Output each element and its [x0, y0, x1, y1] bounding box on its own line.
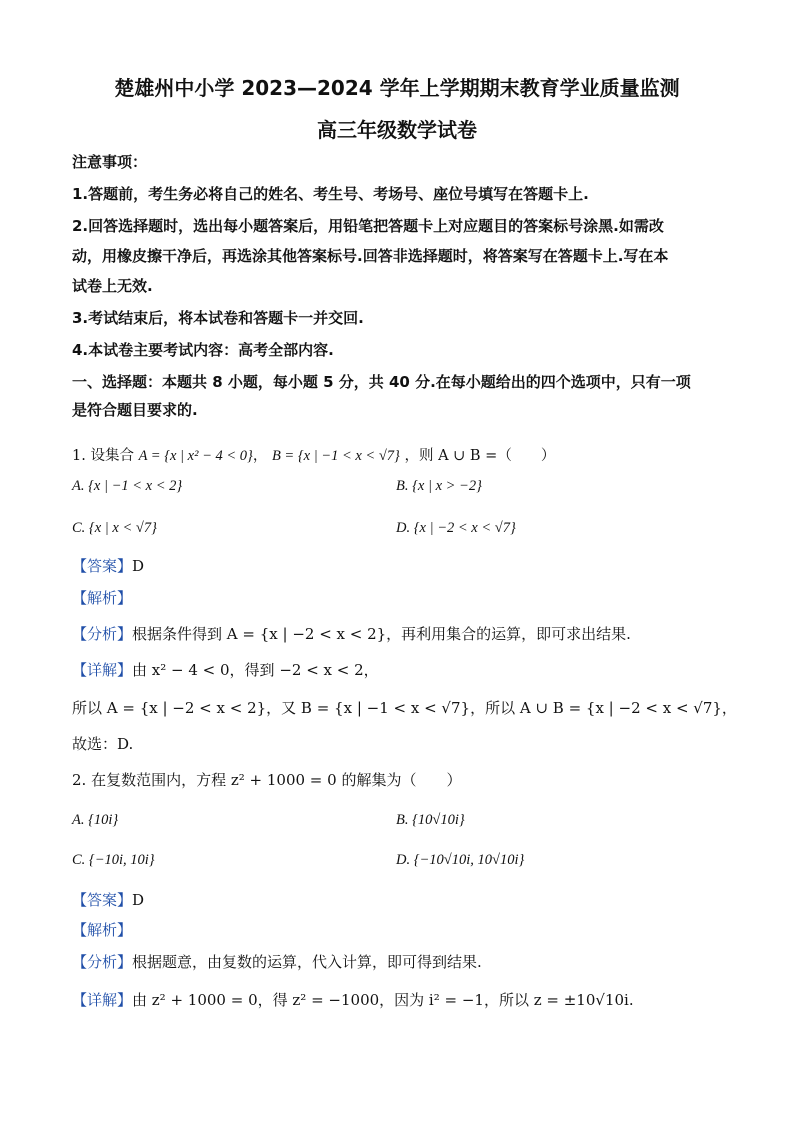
q1-set-b: B = {x | −1 < x < √7}: [271, 448, 400, 464]
exam-title: 楚雄州中小学 2023—2024 学年上学期期末教育学业质量监测: [114, 76, 680, 100]
q2-option-d: D. {−10√10i, 10√10i}: [396, 852, 525, 868]
q2-option-b: B. {10√10i}: [396, 812, 465, 828]
section-1-heading-line-1: 一、选择题：本题共 8 小题，每小题 5 分，共 40 分.在每小题给出的四个选项中，只有一项: [72, 373, 691, 391]
q1-answer: [72, 556, 722, 576]
q1-stem: [72, 446, 722, 466]
q1-conclusion: 故选：D.: [72, 735, 134, 753]
q1-option-c: C. {x | x < √7}: [72, 520, 157, 536]
note-1: 1.答题前，考生务必将自己的姓名、考生号、考场号、座位号填写在答题卡上.: [72, 185, 589, 203]
note-2-line-2: 动，用橡皮擦干净后，再选涂其他答案标号.回答非选择题时，将答案写在答题卡上.写在本: [72, 247, 669, 265]
q2-xiangjie: [72, 990, 722, 1010]
q2-xiangjie-tag: 【详解】: [72, 991, 133, 1009]
q1-xiangjie-text-2: 所以 A = {x | −2 < x < 2}，又 B = {x | −1 < x < √7}，所以 A ∪ B = {x | −2 < x < √7}，: [72, 699, 737, 717]
q1-stem-prefix: 1. 设集合: [72, 448, 134, 464]
q1-stem-suffix: ，则 A ∪ B =（ ）: [404, 448, 556, 464]
q1-answer-value: D: [132, 557, 145, 575]
q1-fenxi: [72, 624, 722, 644]
q1-fenxi-tag: 【分析】: [72, 625, 133, 643]
q1-xiangjie-text-1: 由 x² − 4 < 0，得到 −2 < x < 2，: [132, 661, 379, 679]
notes-heading: 注意事项：: [72, 153, 148, 171]
note-4: 4.本试卷主要考试内容：高考全部内容.: [72, 341, 334, 359]
note-2-line-3: 试卷上无效.: [72, 277, 153, 295]
q2-option-a: A. {10i}: [72, 812, 119, 828]
note-3: 3.考试结束后，将本试卷和答题卡一并交回.: [72, 309, 364, 327]
q2-option-c: C. {−10i, 10i}: [72, 852, 155, 868]
q2-analysis-tag: 【解析】: [72, 921, 133, 939]
q1-xiangjie-tag: 【详解】: [72, 661, 133, 679]
q1-answer-tag: 【答案】: [72, 557, 133, 575]
q2-xiangjie-text: 由 z² + 1000 = 0，得 z² = −1000，因为 i² = −1，所以 z = ±10√10i.: [132, 991, 634, 1009]
q1-option-b: B. {x | x > −2}: [396, 478, 482, 494]
q2-answer-value: D: [132, 891, 145, 909]
q1-option-a: A. {x | −1 < x < 2}: [72, 478, 183, 494]
q1-fenxi-text: 根据条件得到 A = {x | −2 < x < 2}，再利用集合的运算，即可求出结果.: [132, 625, 631, 643]
section-1-heading-line-2: 是符合题目要求的.: [72, 401, 198, 419]
q1-xiangjie: [72, 660, 722, 680]
q2-fenxi-text: 根据题意，由复数的运算，代入计算，即可得到结果.: [132, 953, 482, 971]
exam-subtitle: 高三年级数学试卷: [317, 118, 477, 142]
q2-answer-tag: 【答案】: [72, 891, 133, 909]
note-2-line-1: 2.回答选择题时，选出每小题答案后，用铅笔把答题卡上对应题目的答案标号涂黑.如需改: [72, 217, 664, 235]
q1-option-d: D. {x | −2 < x < √7}: [396, 520, 516, 536]
q1-set-a: A = {x | x² − 4 < 0}: [138, 448, 253, 464]
q2-fenxi-tag: 【分析】: [72, 953, 133, 971]
q2-answer: [72, 890, 722, 910]
q1-analysis-tag: 【解析】: [72, 589, 133, 607]
q2-stem: 2. 在复数范围内，方程 z² + 1000 = 0 的解集为（ ）: [72, 771, 462, 789]
q1-sep: ，: [252, 448, 268, 464]
q2-fenxi: [72, 952, 722, 972]
